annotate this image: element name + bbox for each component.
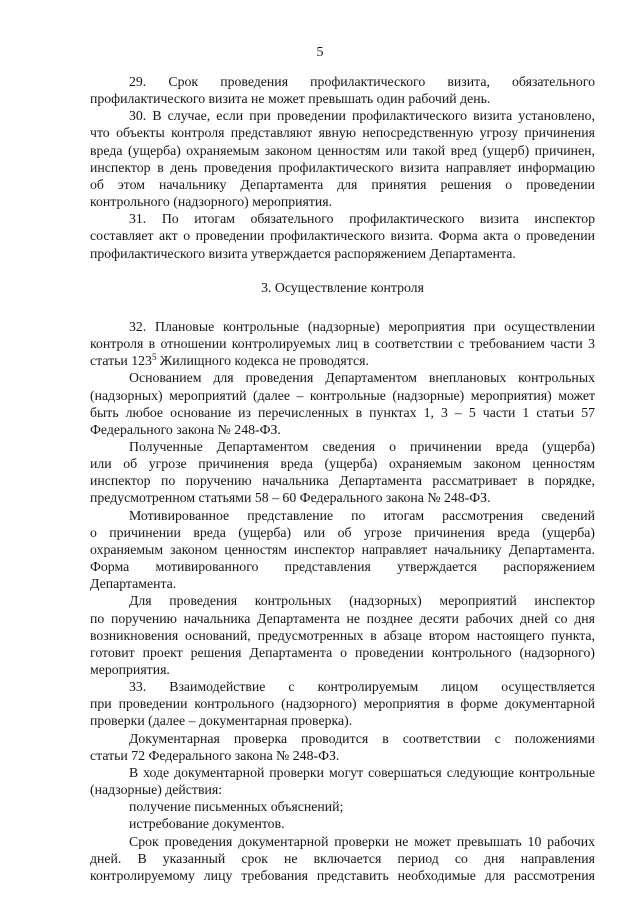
text-line: проверки (далее – документарная проверка). — [90, 713, 353, 729]
text-line: профилактического визита утверждается распоряжением Департамента. — [90, 245, 516, 261]
paragraph-33 — [90, 678, 595, 729]
text-line: Срок проведения документарной проверки не может превышать 10 рабочих — [129, 833, 595, 849]
paragraph-29 — [90, 73, 595, 107]
text-line: В ходе документарной проверки могут совершаться следующие контрольные — [129, 764, 595, 780]
text-line: профилактического визита не может превышать один рабочий день. — [90, 91, 491, 107]
text-line: Департамента. — [90, 576, 177, 592]
text-line: о причинении вреда (ущерба) или об угрозе причинения вреда (ущерба) — [90, 524, 595, 540]
text-line: возникновения оснований, предусмотренных в абзаце втором настоящего пункта, — [90, 627, 595, 643]
text-line: инспектор в день проведения профилактического визита направляет информацию — [90, 159, 595, 175]
paragraph-32 — [90, 318, 595, 369]
text-line: или об угрозе причинения вреда (ущерба) охраняемым законом ценностям — [90, 456, 595, 472]
superscript: 5 — [151, 352, 157, 363]
text-line: мероприятия. — [90, 662, 170, 677]
text-line: 32. Плановые контрольные (надзорные) мероприятия при осуществлении — [129, 318, 595, 334]
text-fragment: Жилищного кодекса не проводятся. — [156, 353, 369, 369]
text-line: предусмотренном статьями 58 – 60 Федерального закона № 248-ФЗ. — [90, 490, 491, 506]
paragraph-actions — [90, 764, 595, 798]
paragraph-motivated — [90, 507, 595, 593]
text-line: охраняемым законом ценностям инспектор направляет начальнику Департамента. — [90, 541, 595, 557]
document-body — [90, 73, 595, 884]
text-line: Документарная проверка проводится в соответствии с положениями — [129, 730, 595, 746]
text-line: контроля в отношении контролируемых лиц в соответствии с требованием части 3 — [90, 336, 595, 352]
text-line: 33. Взаимодействие с контролируемым лицом осуществляется — [129, 679, 595, 695]
paragraph-basis — [90, 369, 595, 438]
text-line: 30. В случае, если при проведении профилактического визита установлено, — [129, 108, 595, 124]
paragraph-doc-check — [90, 730, 595, 764]
text-line: Мотивированное представление по итогам рассмотрения сведений — [129, 507, 595, 523]
paragraph-term — [90, 833, 595, 884]
paragraph-received — [90, 438, 595, 507]
page-number: 5 — [316, 45, 324, 60]
text-line: дней. В указанный срок не включается период со дня направления — [90, 850, 595, 866]
text-line: (надзорных) мероприятий (далее – контрольные (надзорные) мероприятия) может — [90, 387, 595, 403]
text-line: статьи 72 Федерального закона № 248-ФЗ. — [90, 747, 340, 763]
text-line — [90, 352, 595, 369]
text-line: что объекты контроля представляют явную непосредственную угрозу причинения — [90, 125, 595, 141]
text-line: Федерального закона № 248-ФЗ. — [90, 421, 281, 437]
text-line: готовит проект решения Департамента о проведении контрольного (надзорного) — [90, 644, 595, 660]
text-line: об этом начальнику Департамента для принятия решения о проведении — [90, 176, 595, 192]
text-line: контролируемому лицу требования представить необходимые для рассмотрения — [90, 867, 595, 883]
text-line: контрольного (надзорного) мероприятия. — [90, 194, 333, 210]
text-line: быть любое основание из перечисленных в пунктах 1, 3 – 5 части 1 статьи 57 — [90, 404, 595, 420]
section-heading: 3. Осуществление контроля — [261, 279, 424, 295]
text-line: 29. Срок проведения профилактического визита, обязательного — [129, 74, 595, 89]
text-fragment: статьи 123 — [90, 353, 152, 369]
text-line: инспектор по поручению начальника Департамента рассматривает в порядке, — [90, 473, 595, 489]
text-line: составляет акт о проведении профилактического визита. Форма акта о проведении — [90, 228, 595, 244]
text-line: 31. По итогам обязательного профилактического визита инспектор — [129, 211, 595, 227]
text-line: Основанием для проведения Департаментом внеплановых контрольных — [129, 370, 595, 386]
text-line: при проведении контрольного (надзорного) мероприятия в форме документарной — [90, 696, 595, 712]
text-line: Для проведения контрольных (надзорных) мероприятий инспектор — [129, 593, 595, 609]
text-line: Форма мотивированного представления утверждается распоряжением — [90, 559, 595, 575]
action-item: истребование документов. — [129, 816, 285, 832]
paragraph-to-conduct — [90, 592, 595, 678]
text-line: по поручению начальника Департамента не позднее десяти рабочих дней со дня — [90, 610, 595, 626]
paragraph-31 — [90, 210, 595, 261]
paragraph-30 — [90, 107, 595, 210]
text-line: (надзорные) действия: — [90, 782, 223, 798]
text-line: Полученные Департаментом сведения о причинении вреда (ущерба) — [129, 438, 595, 454]
action-item: получение письменных объяснений; — [129, 799, 344, 815]
text-line: вреда (ущерба) охраняемым законом ценностям или такой вред (ущерб) причинен, — [90, 142, 595, 158]
